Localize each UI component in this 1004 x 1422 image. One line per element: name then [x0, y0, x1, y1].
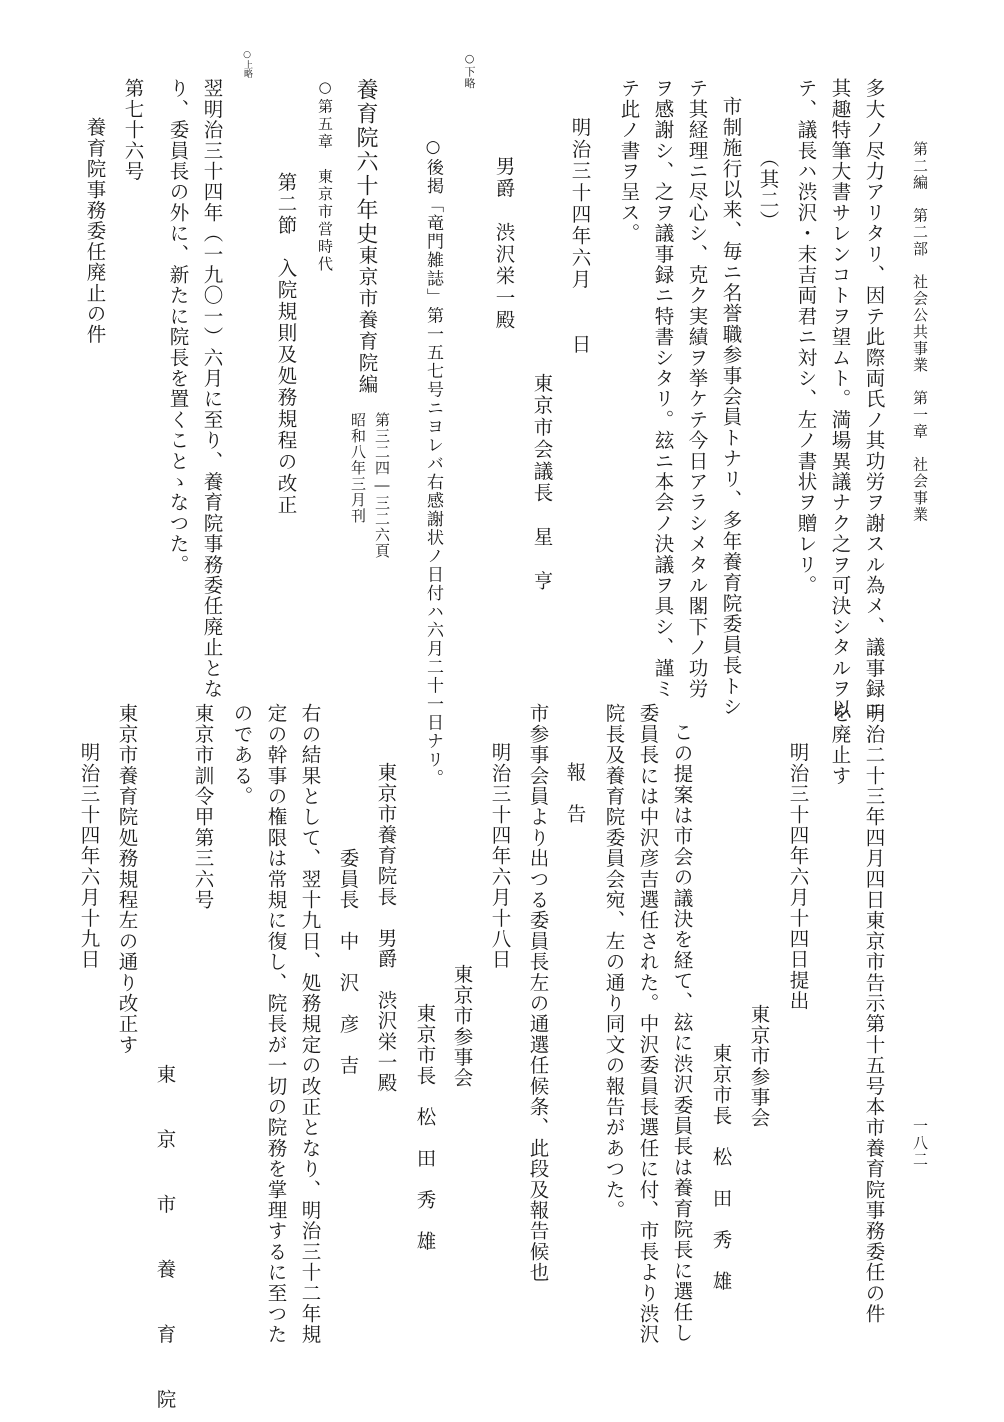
text-line: テ其経理ニ尽心シ、克ク実績ヲ挙ケテ今日アラシメタル閣下ノ功労: [685, 78, 709, 699]
text-line: 多大ノ尽力アリタリ、因テ此際両氏ノ其功労ヲ謝スル為メ、議事録ニ: [862, 78, 886, 720]
chapter-heading: ○第五章 東京市営時代: [316, 78, 334, 274]
text-line: 東京市養育院処務規程左の通り改正す: [115, 703, 139, 1055]
letter-addressee: 男爵 渋沢栄一殿: [492, 156, 516, 332]
text-line: テ、議長ハ渋沢・末吉両君ニ対シ、左ノ書状ヲ贈レリ。: [794, 78, 818, 596]
issuer: 東 京 市 養 育 院: [153, 1064, 177, 1422]
text-line: 其趣特筆大書サレンコトヲ望ムト。満場異議ナク之ヲ可決シタルヲ以: [828, 78, 852, 720]
text-line: り、委員長の外に、新たに院長を置くことゝなつた。: [166, 78, 190, 575]
running-head: 第二編 第二部 社会公共事業 第一章 社会事業: [911, 141, 929, 523]
text-line: のである。: [230, 703, 254, 807]
text-line: 定の幹事の権限は常規に復し、院長が一切の院務を掌理するに至つた: [264, 703, 288, 1345]
text-line: テ此ノ書ヲ呈ス。: [617, 78, 641, 244]
report-sender-name: 東京市長 松 田 秀 雄: [413, 1003, 437, 1252]
omission-mark: ○上略: [242, 50, 252, 78]
book-title: 養育院六十年史: [353, 78, 378, 246]
omission-mark: ○下略: [463, 52, 476, 89]
report-heading: 報 告: [563, 762, 587, 825]
section-heading: 第二節 入院規則及処務規程の改正: [274, 172, 298, 516]
text-line: この提案は市会の議決を経て、玆に渋沢委員長は養育院長に選任し: [670, 722, 694, 1343]
report-addressee: 東京市養育院長 男爵 渋沢栄一殿: [374, 762, 398, 1094]
directive-number: 東京市訓令甲第三六号: [191, 703, 215, 910]
letter-date: 明治三十四年六月 日: [568, 117, 592, 356]
letter-sender: 東京市会議長 星 亨: [530, 373, 554, 592]
item-title: 養育院事務委任廃止の件: [83, 117, 107, 345]
text-line: 院長及養育院委員会宛、左の通り同文の報告があつた。: [602, 703, 626, 1221]
page-number: 一八二: [911, 1118, 929, 1168]
mayor-name: 東京市長 松 田 秀 雄: [709, 1043, 733, 1292]
book-published: 昭和八年三月刊: [349, 412, 367, 524]
proposer: 東京市参事会: [747, 1004, 771, 1129]
text-line: 市制施行以来、毎ニ名誉職参事会員トナリ、多年養育院委員長トシ: [719, 96, 743, 717]
text-line: 右の結果として、翌十九日、処務規定の改正となり、明治三十二年規: [298, 703, 322, 1345]
item-number: 第七十六号: [121, 78, 145, 182]
subheading: （其二）: [756, 148, 780, 231]
report-sender: 東京市参事会: [450, 964, 474, 1089]
directive-date: 明治三十四年六月十九日: [77, 742, 101, 970]
chairman-name: 委員長 中 沢 彦 吉: [336, 848, 360, 1076]
footnote: ○後掲「竜門雑誌」第一五七号ニヨレバ右感謝状ノ日付ハ六月二十一日ナリ。: [423, 137, 443, 788]
proposal-date: 明治三十四年六月十四日提出: [786, 742, 810, 1012]
book-editor: 東京市養育院編: [355, 245, 379, 396]
text-line: 委員長には中沢彦吉選任された。中沢委員長選任に付、市長より渋沢: [636, 703, 660, 1345]
text-line: 翌明治三十四年（一九〇一）六月に至り、養育院事務委任廃止とな: [200, 78, 224, 699]
report-date: 明治三十四年六月十八日: [488, 742, 512, 970]
text-line: 明治二十三年四月四日東京市告示第十五号本市養育院事務委任の件: [862, 703, 886, 1324]
book-pages: 第三二四―三二六頁: [373, 412, 391, 559]
text-line: ヲ感謝シ、之ヲ議事録ニ特書シタリ。玆ニ本会ノ決議ヲ具シ、謹ミ: [651, 78, 675, 699]
text-line: 市参事会員より出つる委員長左の通選任候条、此段及報告候也: [526, 703, 550, 1283]
text-line: を廃止す: [828, 703, 852, 786]
